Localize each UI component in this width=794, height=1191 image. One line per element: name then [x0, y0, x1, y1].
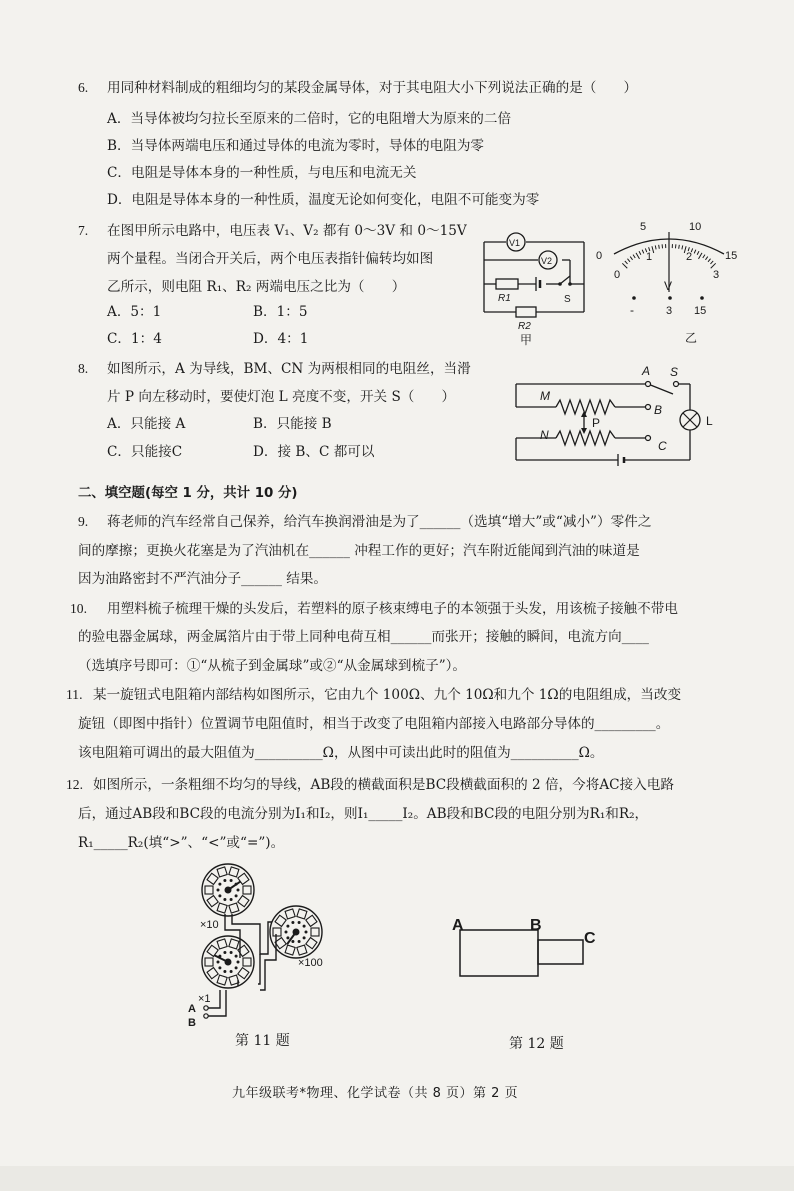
dial-tick [630, 257, 632, 260]
dial-tick [642, 250, 644, 254]
q8-option-a: A．只能接 A [107, 416, 186, 432]
q10-number: 10. [70, 601, 87, 616]
fig11-x10-label: ×10 [200, 919, 219, 931]
dial-tick [694, 250, 696, 254]
q8-label-s: S [670, 365, 679, 379]
terminal-3: 3 [666, 305, 673, 317]
q9-line1: 蒋老师的汽车经常自己保养，给汽车换润滑油是为了______（选填“增大”或“减小”）零件之 [107, 514, 652, 530]
q8-option-d: D．接 B、C 都可以 [253, 444, 375, 460]
q7-option-d: D．4：1 [253, 331, 309, 347]
q7-circuit-figure [478, 226, 598, 346]
dial-tick [703, 255, 705, 258]
q11-line3: 该电阻箱可调出的最大阻值为__________Ω，从图中可读出此时的阻值为__________Ω。 [78, 745, 604, 761]
q8-label-m: M [540, 389, 550, 403]
dial-tick [636, 253, 640, 259]
fig11-x1-label: ×1 [198, 993, 211, 1005]
dial-tick [708, 259, 711, 262]
dial-tick [711, 263, 716, 268]
q9-line3: 因为油路密封不严汽油分子______ 结果。 [78, 571, 328, 587]
q12-number: 12. [66, 777, 83, 792]
dial-bottom-3: 3 [713, 269, 720, 281]
q6-option-d: D．电阻是导体本身的一种性质，温度无论如何变化，电阻不可能变为零 [107, 192, 540, 208]
fig11-b-label: B [188, 1017, 196, 1029]
q12-line2: 后，通过AB段和BC段的电流分别为I₁和I₂，则I₁_____I₂。AB段和BC段的电阻分别为R₁和R₂， [78, 806, 649, 822]
resistance-knob-icon [202, 864, 254, 916]
q12-line1: 如图所示，一条粗细不均匀的导线，AB段的横截面积是BC段横截面积的 2 倍，今将AC接入电路 [93, 777, 674, 793]
q8-label-n: N [540, 428, 549, 442]
fig12-b-label: B [530, 917, 542, 934]
q6-option-b: B．当导体两端电压和通过导体的电流为零时，导体的电阻为零 [107, 138, 485, 154]
r2-resistor-icon [516, 307, 536, 317]
q10-line1: 用塑料梳子梳理干燥的头发后，若塑料的原子核束缚电子的本领强于头发，用该梳子接触不带电 [107, 601, 678, 617]
scan-bottom-edge [0, 1166, 794, 1191]
q7-voltmeter-dial [594, 218, 744, 344]
dial-tick [682, 245, 683, 249]
q6-stem: 用同种材料制成的粗细均匀的某段金属导体，对于其电阻大小下列说法正确的是（ ） [107, 80, 638, 96]
q8-option-c: C．只能接C [107, 444, 183, 460]
q8-option-b: B．只能接 B [253, 416, 332, 432]
q11-line1: 某一旋钮式电阻箱内部结构如图所示，它由九个 100Ω、九个 10Ω和九个 1Ω的电阻组成，当改变 [93, 687, 682, 703]
terminal-minus: - [630, 303, 634, 317]
dial-bottom-0: 0 [614, 269, 621, 281]
fig11-x100-label: ×100 [298, 957, 323, 969]
fig12-wire-figure [446, 910, 616, 990]
wire-bc-segment [538, 940, 583, 964]
v2-label: V2 [541, 256, 553, 266]
dial-top-15: 15 [725, 250, 738, 262]
q7-option-c: C．1：4 [107, 331, 162, 347]
dial-top-5: 5 [640, 221, 647, 233]
switch-label: S [564, 294, 571, 305]
q6-number: 6. [78, 80, 89, 95]
dial-tick [633, 255, 635, 258]
dial-tick [627, 259, 630, 262]
q7-option-a: A．5：1 [107, 304, 162, 320]
q8-label-a: A [642, 364, 651, 378]
q7-line2: 两个量程。当闭合开关后，两个电压表指针偏转均如图 [107, 251, 434, 267]
dial-bottom-2: 2 [686, 251, 693, 263]
q6-option-a: A．当导体被均匀拉长至原来的二倍时，它的电阻增大为原来的二倍 [107, 111, 512, 127]
resistance-knob-icon [202, 936, 254, 988]
r2-label: R2 [518, 321, 531, 332]
dial-tick [652, 246, 654, 253]
dial-v-label: V [664, 279, 673, 293]
q8-label-c: C [658, 439, 667, 453]
r1-resistor-icon [496, 279, 518, 289]
q11-number: 11. [66, 687, 83, 702]
fig11-caption: 第 11 题 [235, 1033, 290, 1049]
dial-tick [639, 251, 641, 255]
q12-line3: R₁_____R₂(填“>”、“<”或“=”)。 [78, 835, 285, 851]
q8-label-l: L [706, 414, 713, 428]
q7-line3: 乙所示，则电阻 R₁、R₂ 两端电压之比为（ ） [107, 279, 406, 295]
q8-number: 8. [78, 361, 89, 376]
fig12-caption: 第 12 题 [509, 1036, 564, 1052]
dial-tick [625, 261, 628, 264]
dial-tick [622, 263, 627, 268]
fig11-resistance-box [180, 862, 350, 1032]
dial-tick [655, 245, 656, 249]
q8-line1: 如图所示，A 为导线，BM、CN 为两根相同的电阻丝，当滑 [107, 361, 471, 377]
q7-number: 7. [78, 223, 89, 238]
q8-label-p: P [592, 416, 601, 430]
jia-caption: 甲 [520, 333, 533, 347]
q9-number: 9. [78, 514, 89, 529]
q8-label-b: B [654, 403, 663, 417]
q7-line1: 在图甲所示电路中，电压表 V₁、V₂ 都有 0～3V 和 0～15V [107, 223, 467, 239]
r1-label: R1 [498, 293, 511, 304]
q7-option-b: B．1：5 [253, 304, 308, 320]
q8-rheostat-figure [508, 362, 728, 472]
dial-tick [679, 245, 680, 249]
fig12-a-label: A [452, 917, 464, 934]
page-footer: 九年级联考*物理、化学试卷（共 8 页）第 2 页 [232, 1086, 519, 1101]
resistance-knob-icon [270, 906, 322, 958]
q10-line3: （选填序号即可：①“从梳子到金属球”或②“从金属球到梳子”）。 [78, 658, 467, 674]
dial-zero-top: 0 [596, 250, 603, 262]
wire-ab-segment [460, 930, 538, 976]
dial-top-10: 10 [689, 221, 702, 233]
q11-line2: 旋钮（即图中指针）位置调节电阻值时，相当于改变了电阻箱内部接入电路部分导体的_________。 [78, 716, 670, 732]
dial-bottom-1: 1 [646, 251, 653, 263]
terminal-15: 15 [694, 305, 707, 317]
fig11-a-label: A [188, 1003, 196, 1015]
dial-tick [659, 245, 660, 249]
q8-line2: 片 P 向左移动时，要使灯泡 L 亮度不变，开关 S（ ） [107, 389, 456, 405]
q6-option-c: C．电阻是导体本身的一种性质，与电压和电流无关 [107, 165, 417, 181]
dial-tick [697, 251, 699, 255]
dial-tick [705, 257, 707, 260]
q10-line2: 的验电器金属球，两金属箔片由于带上同种电荷互相______而张开；接触的瞬间，电流方向____ [78, 629, 649, 645]
dial-tick [699, 253, 703, 259]
section2-heading: 二、填空题(每空 1 分，共计 10 分) [78, 486, 298, 501]
q9-line2: 间的摩擦；更换火花塞是为了汽油机在______ 冲程工作的更好；汽车附近能闻到汽油的味道是 [78, 543, 640, 559]
dial-tick [710, 261, 713, 264]
fig12-c-label: C [584, 930, 596, 947]
v1-label: V1 [509, 238, 521, 248]
yi-caption: 乙 [685, 331, 698, 345]
